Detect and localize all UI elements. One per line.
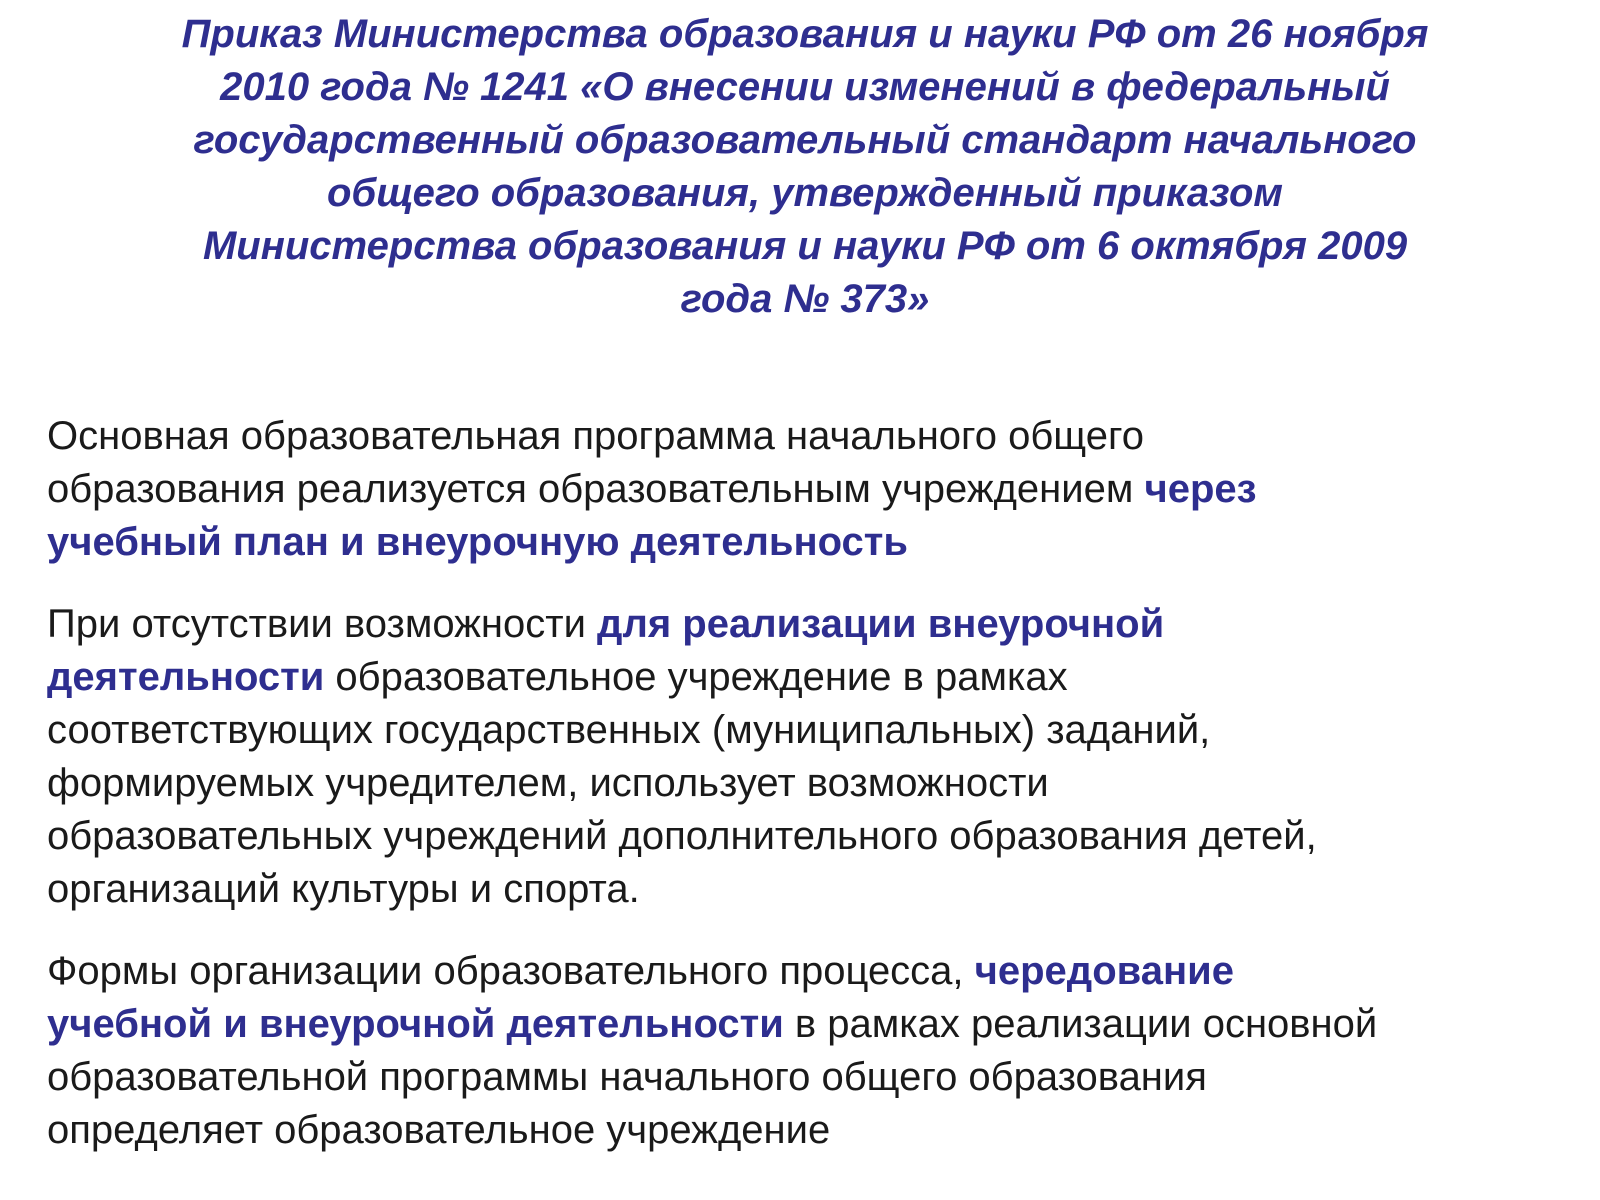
title-line: года № 373» xyxy=(680,277,930,321)
slide-title xyxy=(80,8,1530,326)
paragraph-extracurricular xyxy=(47,598,1577,916)
title-line: государственный образовательный стандарт начального xyxy=(193,118,1417,162)
text-line: образовательных учреждений дополнительного образования детей, xyxy=(47,814,1317,858)
text-line: формируемых учредителем, использует возможности xyxy=(47,761,1049,805)
text-segment: Формы организации образовательного процесса, xyxy=(47,949,975,993)
title-line: Приказ Министерства образования и науки РФ от 26 ноября xyxy=(181,12,1429,56)
text-line: Основная образовательная программа начального общего xyxy=(47,414,1144,458)
highlighted-text: учебной и внеурочной деятельности xyxy=(47,1002,784,1046)
title-line: общего образования, утвержденный приказом xyxy=(327,171,1283,215)
title-line: 2010 года № 1241 «О внесении изменений в федеральный xyxy=(220,65,1390,109)
highlighted-text: чередование xyxy=(974,949,1234,993)
slide-body xyxy=(47,410,1577,1186)
text-line: определяет образовательное учреждение xyxy=(47,1108,831,1152)
text-segment: в рамках реализации основной xyxy=(783,1002,1378,1046)
highlighted-text: учебный план и внеурочную деятельность xyxy=(47,520,908,564)
highlighted-text: для реализации внеурочной xyxy=(597,602,1165,646)
text-line: образовательной программы начального общего образования xyxy=(47,1055,1207,1099)
highlighted-text: деятельности xyxy=(47,655,325,699)
text-line: соответствующих государственных (муниципальных) заданий, xyxy=(47,708,1211,752)
text-line xyxy=(47,651,1577,704)
text-segment: образования реализуется образовательным учреждением xyxy=(47,467,1145,511)
text-line xyxy=(47,998,1577,1051)
title-line: Министерства образования и науки РФ от 6 октября 2009 xyxy=(202,224,1408,268)
text-line xyxy=(47,463,1577,516)
text-line xyxy=(47,598,1577,651)
text-line: организаций культуры и спорта. xyxy=(47,867,640,911)
text-segment: образовательное учреждение в рамках xyxy=(324,655,1068,699)
text-line xyxy=(47,945,1577,998)
highlighted-text: через xyxy=(1144,467,1257,511)
text-segment: При отсутствии возможности xyxy=(47,602,598,646)
paragraph-forms xyxy=(47,945,1577,1157)
paragraph-program xyxy=(47,410,1577,569)
